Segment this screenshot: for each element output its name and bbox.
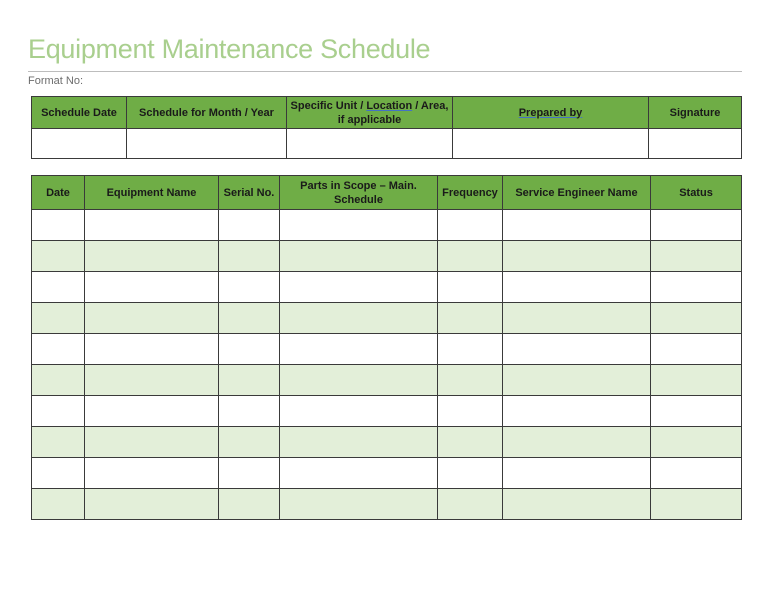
service-engineer-cell[interactable] bbox=[503, 396, 651, 427]
date-cell[interactable] bbox=[32, 210, 85, 241]
equipment-name-cell[interactable] bbox=[85, 241, 219, 272]
parts-in-scope-cell[interactable] bbox=[280, 365, 438, 396]
header-schedule-date: Schedule Date bbox=[32, 97, 127, 129]
parts-in-scope-cell[interactable] bbox=[280, 272, 438, 303]
header-status: Status bbox=[651, 176, 742, 210]
frequency-cell[interactable] bbox=[438, 396, 503, 427]
status-cell[interactable] bbox=[651, 396, 742, 427]
equipment-name-cell[interactable] bbox=[85, 365, 219, 396]
status-cell[interactable] bbox=[651, 489, 742, 520]
document-title: Equipment Maintenance Schedule bbox=[28, 34, 431, 64]
serial-no-cell[interactable] bbox=[219, 210, 280, 241]
parts-in-scope-cell[interactable] bbox=[280, 396, 438, 427]
table-row bbox=[32, 272, 742, 303]
date-cell[interactable] bbox=[32, 396, 85, 427]
table-row bbox=[32, 241, 742, 272]
parts-in-scope-cell[interactable] bbox=[280, 303, 438, 334]
status-cell[interactable] bbox=[651, 334, 742, 365]
equipment-name-cell[interactable] bbox=[85, 489, 219, 520]
header-service-engineer: Service Engineer Name bbox=[503, 176, 651, 210]
prepared-by-label: Prepared by bbox=[518, 106, 583, 119]
table-row bbox=[32, 396, 742, 427]
frequency-cell[interactable] bbox=[438, 427, 503, 458]
service-engineer-cell[interactable] bbox=[503, 303, 651, 334]
header-serial-no: Serial No. bbox=[219, 176, 280, 210]
equipment-name-cell[interactable] bbox=[85, 427, 219, 458]
frequency-cell[interactable] bbox=[438, 241, 503, 272]
schedule-date-cell[interactable] bbox=[32, 129, 127, 159]
header-schedule-month-year: Schedule for Month / Year bbox=[127, 97, 287, 129]
serial-no-cell[interactable] bbox=[219, 458, 280, 489]
equipment-name-cell[interactable] bbox=[85, 396, 219, 427]
date-cell[interactable] bbox=[32, 489, 85, 520]
date-cell[interactable] bbox=[32, 272, 85, 303]
schedule-month-year-cell[interactable] bbox=[127, 129, 287, 159]
status-cell[interactable] bbox=[651, 365, 742, 396]
table-row bbox=[32, 427, 742, 458]
frequency-cell[interactable] bbox=[438, 303, 503, 334]
specific-unit-cell[interactable] bbox=[287, 129, 453, 159]
schedule-info-table bbox=[31, 96, 742, 159]
status-cell[interactable] bbox=[651, 210, 742, 241]
frequency-cell[interactable] bbox=[438, 365, 503, 396]
format-number-label: Format No: bbox=[28, 75, 84, 87]
serial-no-cell[interactable] bbox=[219, 303, 280, 334]
service-engineer-cell[interactable] bbox=[503, 489, 651, 520]
table-row bbox=[32, 458, 742, 489]
date-cell[interactable] bbox=[32, 427, 85, 458]
parts-in-scope-cell[interactable] bbox=[280, 427, 438, 458]
service-engineer-cell[interactable] bbox=[503, 272, 651, 303]
service-engineer-cell[interactable] bbox=[503, 427, 651, 458]
serial-no-cell[interactable] bbox=[219, 334, 280, 365]
maintenance-schedule-table bbox=[31, 175, 742, 520]
serial-no-cell[interactable] bbox=[219, 365, 280, 396]
status-cell[interactable] bbox=[651, 272, 742, 303]
table-row bbox=[32, 489, 742, 520]
frequency-cell[interactable] bbox=[438, 334, 503, 365]
service-engineer-cell[interactable] bbox=[503, 365, 651, 396]
status-cell[interactable] bbox=[651, 241, 742, 272]
date-cell[interactable] bbox=[32, 241, 85, 272]
parts-in-scope-cell[interactable] bbox=[280, 241, 438, 272]
service-engineer-cell[interactable] bbox=[503, 334, 651, 365]
date-cell[interactable] bbox=[32, 334, 85, 365]
equipment-name-cell[interactable] bbox=[85, 334, 219, 365]
service-engineer-cell[interactable] bbox=[503, 210, 651, 241]
serial-no-cell[interactable] bbox=[219, 427, 280, 458]
header-equipment-name: Equipment Name bbox=[85, 176, 219, 210]
header-signature: Signature bbox=[649, 97, 742, 129]
serial-no-cell[interactable] bbox=[219, 489, 280, 520]
header-frequency: Frequency bbox=[438, 176, 503, 210]
status-cell[interactable] bbox=[651, 458, 742, 489]
frequency-cell[interactable] bbox=[438, 489, 503, 520]
table-row bbox=[32, 210, 742, 241]
serial-no-cell[interactable] bbox=[219, 272, 280, 303]
header-parts-in-scope: Parts in Scope – Main. Schedule bbox=[280, 176, 438, 210]
header-specific-unit bbox=[287, 97, 453, 129]
service-engineer-cell[interactable] bbox=[503, 458, 651, 489]
specific-unit-suffix: / Area, if applicable bbox=[337, 99, 449, 126]
prepared-by-cell[interactable] bbox=[453, 129, 649, 159]
signature-cell[interactable] bbox=[649, 129, 742, 159]
parts-in-scope-cell[interactable] bbox=[280, 210, 438, 241]
serial-no-cell[interactable] bbox=[219, 241, 280, 272]
header-date: Date bbox=[32, 176, 85, 210]
header-prepared-by bbox=[453, 97, 649, 129]
table-row bbox=[32, 303, 742, 334]
table-row bbox=[32, 334, 742, 365]
parts-in-scope-cell[interactable] bbox=[280, 334, 438, 365]
location-word: Location bbox=[366, 99, 413, 112]
equipment-name-cell[interactable] bbox=[85, 458, 219, 489]
table-row bbox=[32, 365, 742, 396]
schedule-table-body bbox=[32, 210, 742, 520]
date-cell[interactable] bbox=[32, 365, 85, 396]
equipment-name-cell[interactable] bbox=[85, 272, 219, 303]
parts-in-scope-cell[interactable] bbox=[280, 489, 438, 520]
status-cell[interactable] bbox=[651, 427, 742, 458]
serial-no-cell[interactable] bbox=[219, 396, 280, 427]
frequency-cell[interactable] bbox=[438, 272, 503, 303]
equipment-name-cell[interactable] bbox=[85, 210, 219, 241]
title-divider bbox=[28, 71, 742, 72]
specific-unit-prefix: Specific Unit / bbox=[290, 99, 367, 112]
service-engineer-cell[interactable] bbox=[503, 241, 651, 272]
parts-in-scope-cell[interactable] bbox=[280, 458, 438, 489]
date-cell[interactable] bbox=[32, 458, 85, 489]
status-cell[interactable] bbox=[651, 303, 742, 334]
date-cell[interactable] bbox=[32, 303, 85, 334]
equipment-name-cell[interactable] bbox=[85, 303, 219, 334]
frequency-cell[interactable] bbox=[438, 210, 503, 241]
frequency-cell[interactable] bbox=[438, 458, 503, 489]
